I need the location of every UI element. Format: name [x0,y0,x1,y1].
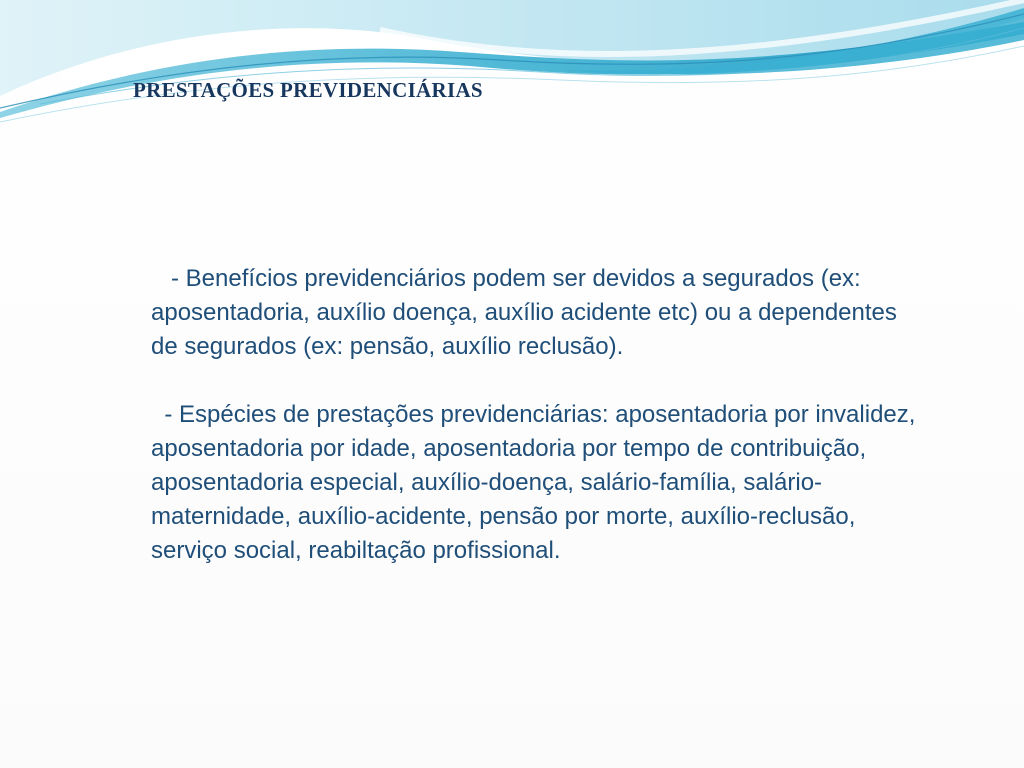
slide-body [151,262,921,568]
paragraph-beneficios: - Benefícios previdenciários podem ser devidos a segurados (ex: aposentadoria, auxílio doença, auxílio acidente etc) ou a dependentes de segurados (ex: pensão, auxílio reclusão). [151,265,904,360]
paragraph-especies: - Espécies de prestações previdenciárias: aposentadoria por invalidez, aposentadoria por idade, aposentadoria por tempo de contribuição, aposentadoria especial, auxílio-doença, salário-família, salário-maternidade, auxílio-acidente, pensão por morte, auxílio-reclusão, serviço social, reabiltação profissional. [151,401,923,564]
header-wave-decoration [0,0,1024,140]
slide-title: PRESTAÇÕES PREVIDENCIÁRIAS [133,78,483,102]
